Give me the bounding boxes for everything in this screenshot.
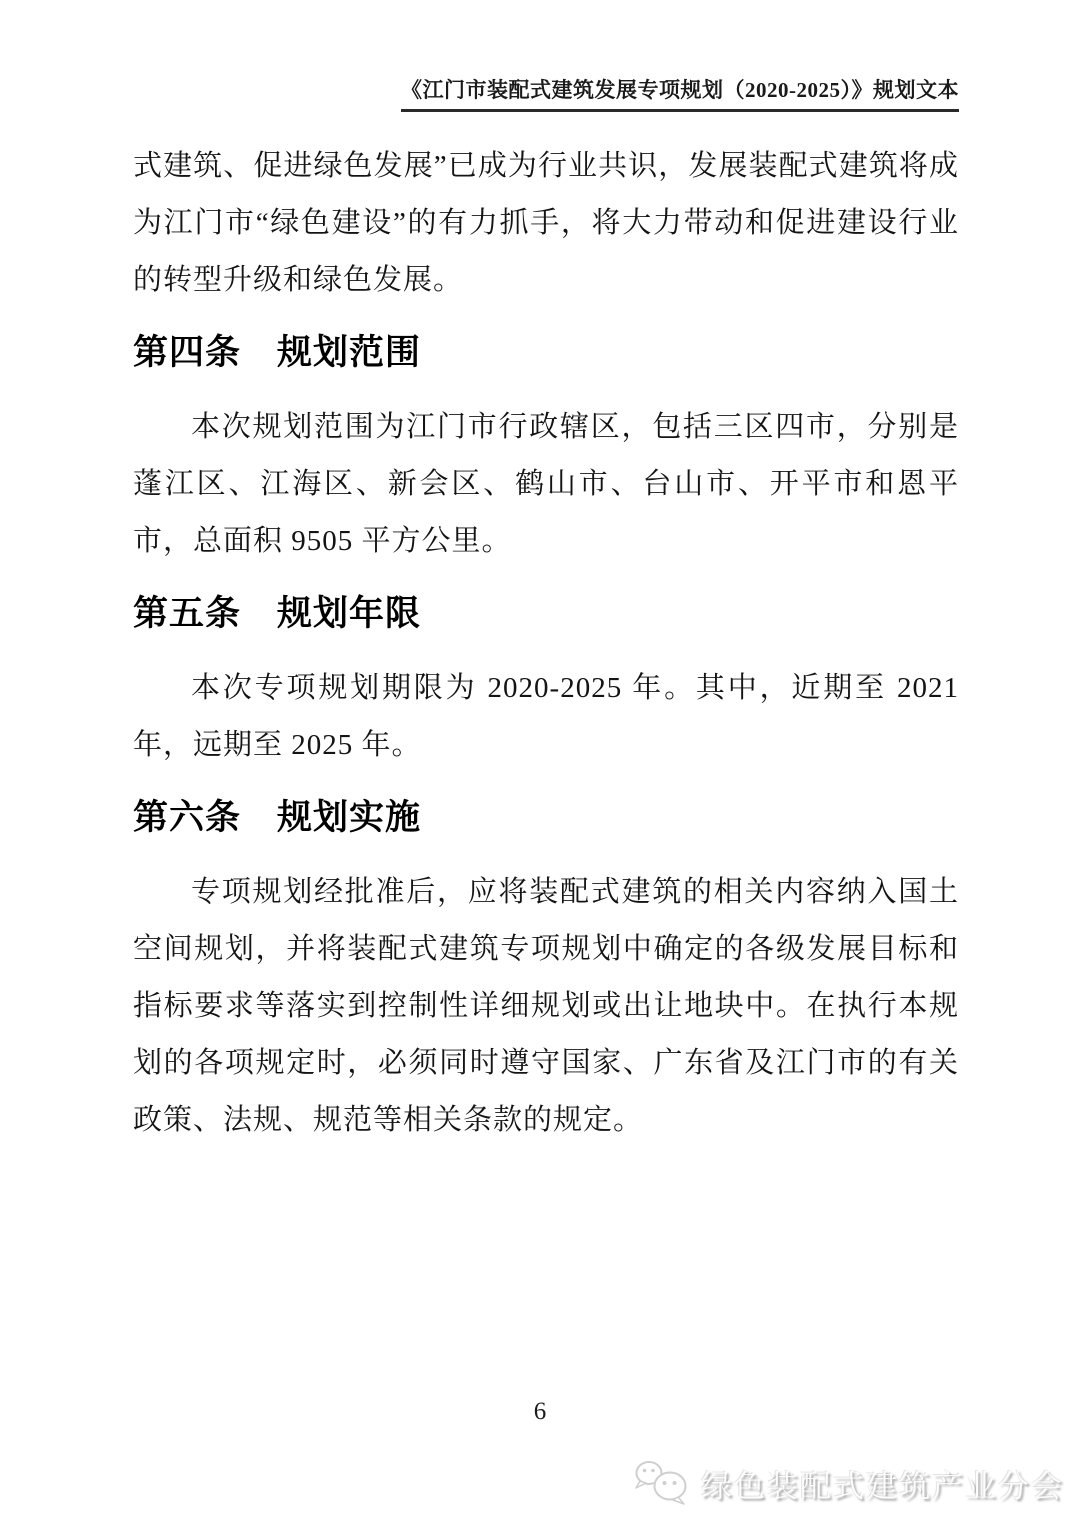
page-number: 6 (533, 1398, 547, 1425)
section-heading-article-5: 第五条 规划年限 (133, 594, 422, 633)
watermark (632, 1460, 1064, 1506)
header-title: 《江门市装配式建筑发展专项规划（2020-2025）》规划文本 (401, 74, 959, 112)
wechat-icon (632, 1460, 692, 1506)
page-header (133, 74, 959, 112)
section-heading-article-6: 第六条 规划实施 (133, 798, 422, 837)
document-body (133, 138, 959, 1149)
section-paragraph-article-6: 专项规划经批准后，应将装配式建筑的相关内容纳入国土空间规划，并将装配式建筑专项规划中确定的各级发展目标和指标要求等落实到控制性详细规划或出让地块中。在执行本规划的各项规定时，必须同时遵守国家、广东省及江门市的有关政策、法规、规范等相关条款的规定。 (133, 876, 959, 1136)
section-paragraph-article-4: 本次规划范围为江门市行政辖区，包括三区四市，分别是蓬江区、江海区、新会区、鹤山市、台山市、开平市和恩平市，总面积 9505 平方公里。 (133, 411, 959, 557)
section-heading-article-4: 第四条 规划范围 (133, 333, 422, 372)
watermark-text: 绿色装配式建筑产业分会 (701, 1468, 1064, 1504)
intro-paragraph: 式建筑、促进绿色发展”已成为行业共识，发展装配式建筑将成为江门市“绿色建设”的有力抓手，将大力带动和促进建设行业的转型升级和绿色发展。 (133, 150, 959, 296)
section-paragraph-article-5: 本次专项规划期限为 2020-2025 年。其中，近期至 2021 年，远期至 2025 年。 (133, 672, 959, 761)
